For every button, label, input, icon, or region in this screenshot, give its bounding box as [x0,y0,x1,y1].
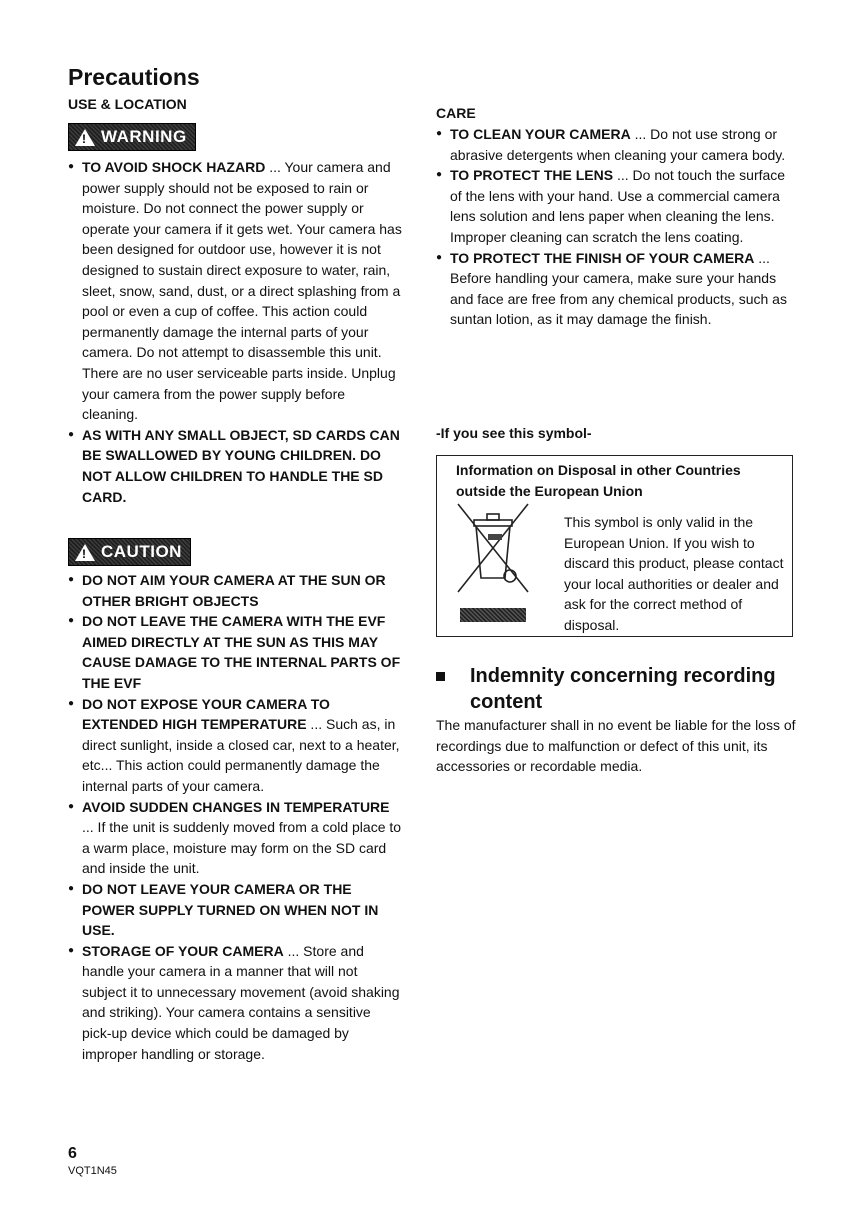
disposal-box-text: This symbol is only valid in the European Union. If you wish to discard this product, please contact your local authorities or dealer and ask for the correct method of disposal. [564,514,784,633]
caution-item: ● STORAGE OF YOUR CAMERA ... Store and handle your camera in a manner that will not subject it to unnecessary movement (avoid shaking and striking). Your camera contains a sensitive pick-up device which could be damaged by improper handling or storage. [68,941,402,1065]
page-title: Precautions [68,64,200,90]
warning-item-sd-cards: ● AS WITH ANY SMALL OBJECT, SD CARDS CAN BE SWALLOWED BY YOUNG CHILDREN. DO NOT ALLOW CHILDREN TO HANDLE THE SD CARD. [68,425,402,507]
disposal-info-box [436,455,793,637]
caution-banner [68,538,191,566]
care-item: ● TO CLEAN YOUR CAMERA ... Do not use strong or abrasive detergents when cleaning your camera body. [436,124,798,165]
caution-item: ● DO NOT LEAVE THE CAMERA WITH THE EVF AIMED DIRECTLY AT THE SUN AS THIS MAY CAUSE DAMAGE TO THE INTERNAL PARTS OF THE EVF [68,611,402,693]
warning-item-shock: ● TO AVOID SHOCK HAZARD ... Your camera and power supply should not be exposed to rain or moisture. Do not connect the power supply or operate your camera if it gets wet. Your camera has been designed for outdoor use, however it is not designed to sustain direct exposure to water, rain, sleet, snow, sand, dust, or a direct splashing from a pool or even a cup of coffee. This action could permanently damage the internal parts of your camera. Do not attempt to disassemble this unit. There are no user serviceable parts inside. Unplug your camera from the power supply before cleaning. [68,157,402,425]
warning-list [68,157,402,507]
care-list [436,124,798,330]
care-heading: CARE [436,105,476,121]
warning-label: WARNING [101,127,187,146]
use-location-heading: USE & LOCATION [68,96,187,112]
crossed-bin-icon [454,500,534,610]
caution-item: ● DO NOT LEAVE YOUR CAMERA OR THE POWER SUPPLY TURNED ON WHEN NOT IN USE. [68,879,402,941]
caution-list [68,570,402,1064]
warning-triangle-icon: ! [75,129,95,146]
disposal-box-title: Information on Disposal in other Countries outside the European Union [456,462,741,499]
caution-item: ● DO NOT AIM YOUR CAMERA AT THE SUN OR OTHER BRIGHT OBJECTS [68,570,402,611]
care-item: ● TO PROTECT THE FINISH OF YOUR CAMERA ... Before handling your camera, make sure your hands and face are free from any chemical products, such as suntan lotion, as it may damage the finish. [436,248,798,330]
caution-item: ● AVOID SUDDEN CHANGES IN TEMPERATURE ... If the unit is suddenly moved from a cold place to a warm place, moisture may form on the SD card and inside the unit. [68,797,402,879]
indemnity-text: The manufacturer shall in no event be liable for the loss of recordings due to malfunction or defect of this unit, its accessories or recordable media. [436,717,796,775]
caution-triangle-icon: ! [75,544,95,561]
care-item: ● TO PROTECT THE LENS ... Do not touch the surface of the lens with your hand. Use a commercial camera lens solution and lens paper when cleaning the lens. Improper cleaning can scratch the lens coating. [436,165,798,247]
page-number: 6 [68,1145,77,1162]
caution-item: ● DO NOT EXPOSE YOUR CAMERA TO EXTENDED HIGH TEMPERATURE ... Such as, in direct sunlight, inside a closed car, next to a heater, etc... This action could permanently damage the internal parts of your camera. [68,694,402,797]
warning-banner [68,123,196,151]
square-bullet-icon [436,672,445,681]
bin-underline-bar [460,608,526,622]
symbol-heading: -If you see this symbol- [436,425,592,441]
indemnity-heading: Indemnity concerning recording content [436,663,816,715]
document-code: VQT1N45 [68,1165,117,1177]
caution-label: CAUTION [101,542,182,561]
